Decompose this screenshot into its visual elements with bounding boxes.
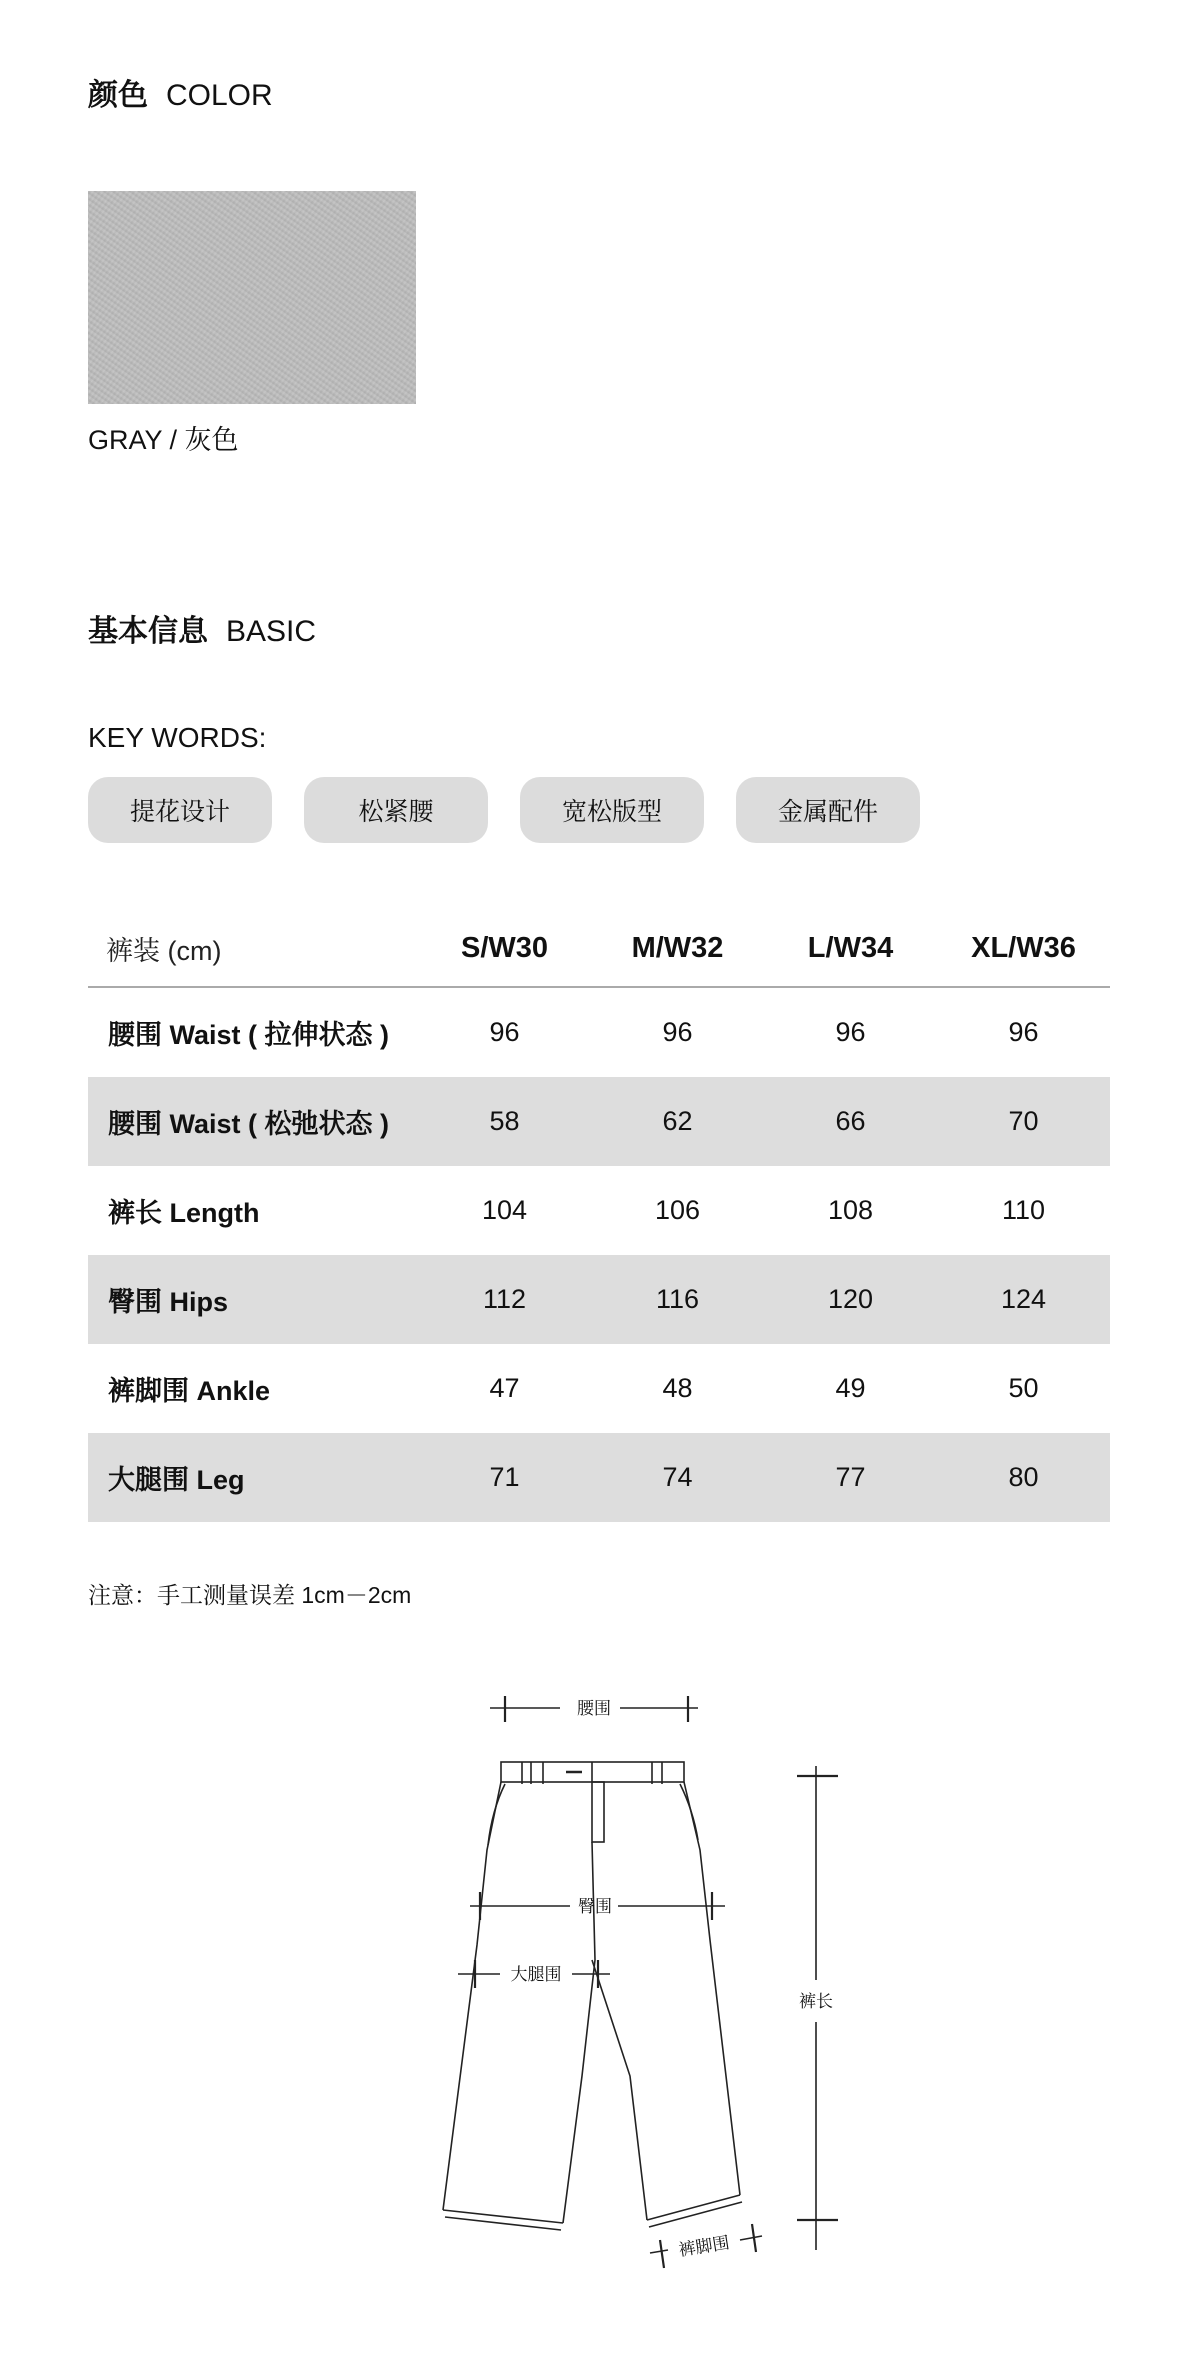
table-header-size: XL/W36 xyxy=(937,910,1110,987)
measurement-note: 注意：手工测量误差 1cm－2cm xyxy=(88,1582,412,1608)
row-label: 臀围 Hips xyxy=(88,1255,418,1344)
table-row xyxy=(88,1255,1110,1344)
table-row xyxy=(88,1433,1110,1522)
table-cell: 77 xyxy=(764,1433,937,1522)
table-cell: 96 xyxy=(489,1017,520,1047)
table-cell: 70 xyxy=(937,1077,1110,1166)
keyword-chip[interactable]: 松紧腰 xyxy=(304,777,488,843)
pants-outline xyxy=(443,1762,742,2230)
row-label: 腰围 Waist ( 拉伸状态 ) xyxy=(108,1020,389,1050)
pants-measurement-diagram xyxy=(420,1660,860,2280)
row-label: 腰围 Waist ( 松弛状态 ) xyxy=(88,1077,418,1166)
size-table xyxy=(88,910,1110,1522)
length-measure-label: 裤长 xyxy=(799,1992,833,2012)
color-title-cn: 颜色 xyxy=(88,79,148,112)
row-label: 大腿围 Leg xyxy=(88,1433,418,1522)
table-cell: 48 xyxy=(662,1373,693,1403)
gray-color-swatch[interactable] xyxy=(88,191,416,404)
table-header-size: M/W32 xyxy=(591,910,764,987)
table-cell: 47 xyxy=(489,1373,520,1403)
table-row xyxy=(88,1077,1110,1166)
table-cell: 96 xyxy=(1008,1017,1039,1047)
table-cell: 50 xyxy=(1008,1373,1039,1403)
table-cell: 116 xyxy=(591,1255,764,1344)
table-cell: 66 xyxy=(764,1077,937,1166)
basic-title-en: BASIC xyxy=(226,615,317,648)
table-cell: 106 xyxy=(654,1195,701,1225)
thigh-measure-label: 大腿围 xyxy=(510,1965,562,1985)
row-label: 裤长 Length xyxy=(108,1198,260,1228)
table-cell: 110 xyxy=(1001,1195,1046,1225)
table-cell: 124 xyxy=(937,1255,1110,1344)
waist-measure-label: 腰围 xyxy=(577,1699,611,1719)
row-label: 裤脚围 Ankle xyxy=(108,1376,271,1406)
table-cell: 96 xyxy=(662,1017,693,1047)
color-section-title xyxy=(88,78,273,114)
table-cell: 104 xyxy=(481,1195,528,1225)
table-cell: 62 xyxy=(591,1077,764,1166)
table-header-unit: 裤装 (cm) xyxy=(88,910,418,987)
ankle-measure-label: 裤脚围 xyxy=(677,2233,731,2261)
table-row xyxy=(88,1344,1110,1433)
swatch-label: GRAY / 灰色 xyxy=(88,425,239,455)
table-cell: 49 xyxy=(835,1373,866,1403)
table-header-size: L/W34 xyxy=(764,910,937,987)
table-cell: 71 xyxy=(418,1433,591,1522)
keyword-chip[interactable]: 宽松版型 xyxy=(520,777,704,843)
table-cell: 96 xyxy=(835,1017,866,1047)
table-header-row xyxy=(88,910,1110,987)
table-cell: 108 xyxy=(827,1195,874,1225)
table-cell: 120 xyxy=(764,1255,937,1344)
table-row xyxy=(88,987,1110,1077)
table-cell: 112 xyxy=(418,1255,591,1344)
table-row xyxy=(88,1166,1110,1255)
table-cell: 80 xyxy=(937,1433,1110,1522)
basic-section-title xyxy=(88,614,316,650)
table-cell: 58 xyxy=(418,1077,591,1166)
basic-title-cn: 基本信息 xyxy=(88,615,208,648)
table-cell: 74 xyxy=(591,1433,764,1522)
keyword-chip[interactable]: 金属配件 xyxy=(736,777,920,843)
keyword-chip[interactable]: 提花设计 xyxy=(88,777,272,843)
hips-measure-label: 臀围 xyxy=(578,1897,612,1917)
table-header-size: S/W30 xyxy=(418,910,591,987)
keywords-title: KEY WORDS: xyxy=(88,722,267,753)
keyword-chips xyxy=(88,777,920,843)
color-title-en: COLOR xyxy=(166,79,273,112)
